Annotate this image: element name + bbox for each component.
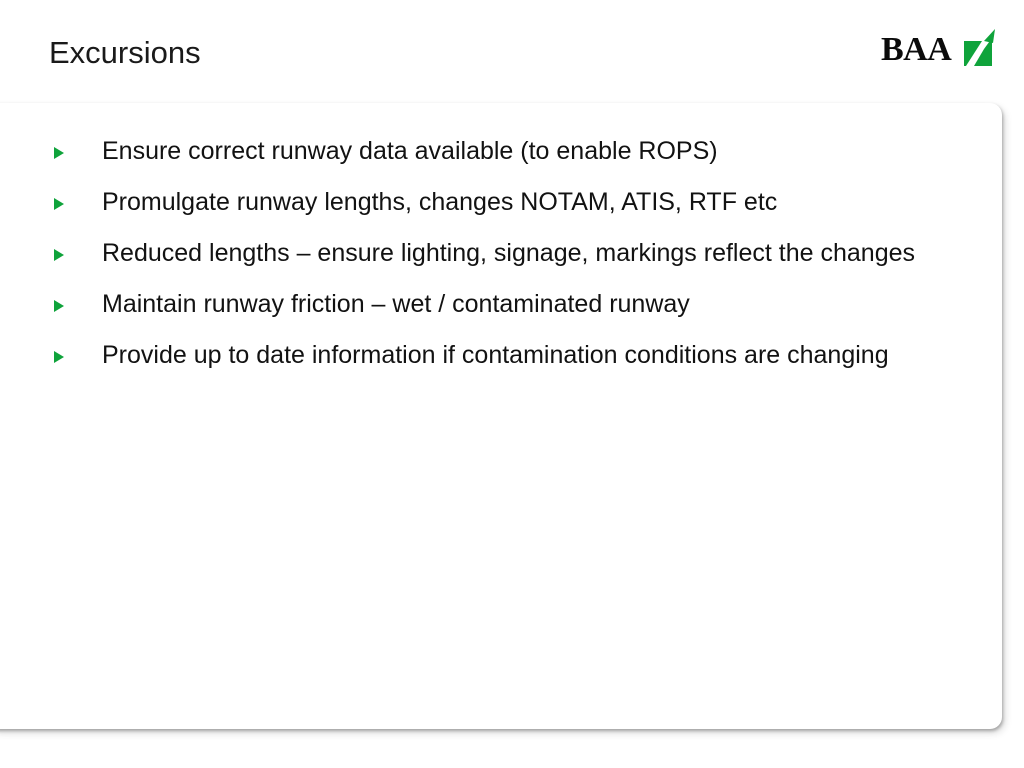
bullet-text: Promulgate runway lengths, changes NOTAM, ATIS, RTF etc — [102, 188, 778, 216]
bullet-text: Reduced lengths – ensure lighting, signage, markings reflect the changes — [102, 239, 916, 267]
bullet-text: Provide up to date information if contamination conditions are changing — [102, 341, 889, 369]
baa-logo — [878, 28, 1000, 70]
bullet-item — [53, 136, 933, 167]
triangle-right-icon — [54, 249, 64, 261]
bullet-text: Maintain runway friction – wet / contaminated runway — [102, 290, 690, 318]
bullet-item — [53, 187, 933, 218]
triangle-right-icon — [54, 198, 64, 210]
triangle-right-icon — [54, 351, 64, 363]
logo-wordmark: BAA — [881, 31, 952, 68]
bullet-item — [53, 340, 933, 371]
triangle-right-icon — [54, 147, 64, 159]
triangle-right-icon — [54, 300, 64, 312]
bullet-list — [53, 136, 933, 391]
bullet-item — [53, 289, 933, 320]
slide-title: Excursions — [49, 35, 201, 70]
baa-flag-icon — [962, 29, 996, 67]
bullet-item — [53, 238, 933, 269]
bullet-text: Ensure correct runway data available (to enable ROPS) — [102, 137, 718, 165]
